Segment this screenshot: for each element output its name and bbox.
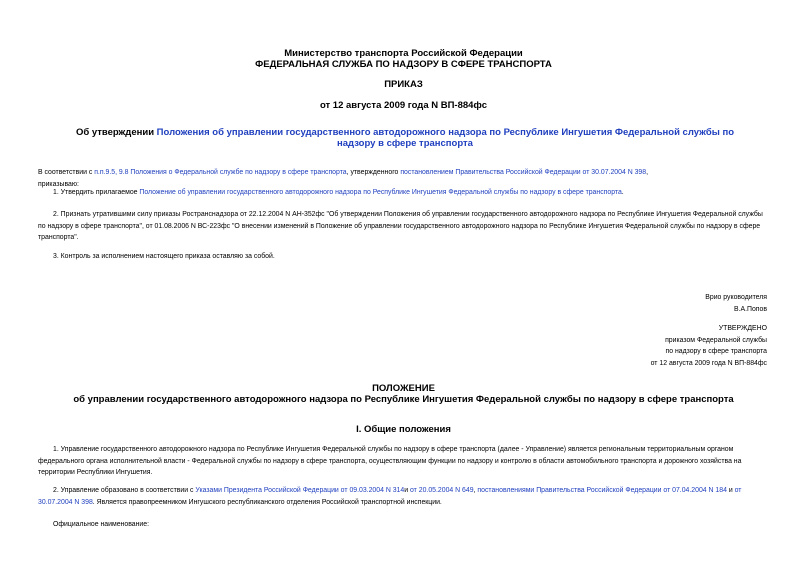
preamble-text: , утвержденного [346, 169, 401, 176]
service-name: ФЕДЕРАЛЬНАЯ СЛУЖБА ПО НАДЗОРУ В СФЕРЕ ТРАНСПОРТА [255, 59, 552, 70]
preamble-text: В соответствии с [38, 169, 95, 176]
para2-link-decree-649[interactable]: от 20.05.2004 N 649 [410, 487, 474, 494]
para2-link-resolution-398[interactable]: от 30.07.2004 N 398 [38, 487, 742, 506]
regulation-paragraph-1: 1. Управление государственного автодорожного надзора по Республике Ингушетия Федеральной службы по надзору в сфере транспорта (далее - Управление) является региональным территориальным органом федерального органа исполнительной власти - Федеральной службы по надзору в сфере транспорта, осуществляющим функции по надзору и контролю в области автомобильного транспорта и дорожного хозяйства на территории Республики Ингушетия. [38, 446, 742, 477]
preamble-link-resolution[interactable]: постановлением Правительства Российской Федерации от 30.07.2004 N 398 [400, 169, 647, 176]
para-text: и [726, 487, 735, 494]
order-item-2: 2. Признать утратившими силу приказы Ространснадзора от 22.12.2004 N АН-352фс "Об утверждении Положения об управлении государственного автодорожного надзора по Республике Ингушетия Федеральной службы по надзору в сфере транспорта", от 01.08.2006 N ВС-223фс "О внесении изменений в Положение об управлении государственного автодорожного надзора по Республике Ингушетия Федеральной службы по надзору в сфере транспорта". [38, 211, 763, 242]
preamble-text: , [646, 169, 649, 176]
regulation-subtitle: об управлении государственного автодорожного надзора по Республике Ингушетия Федеральной службы по надзору в сфере транспорта [73, 394, 734, 405]
para-text: , [473, 487, 478, 494]
para2-link-resolution-184[interactable]: постановлениями Правительства Российской Федерации от 07.04.2004 N 184 [477, 487, 727, 494]
regulation-paragraph-2 [38, 485, 771, 508]
item-text: 1. Утвердить прилагаемое [53, 189, 140, 196]
item-text: . [621, 189, 624, 196]
regulation-title: ПОЛОЖЕНИЕ [372, 383, 435, 394]
order-item-3: 3. Контроль за исполнением настоящего приказа оставляю за собой. [53, 253, 275, 260]
regulation-paragraph-3: Официальное наименование: [53, 521, 150, 528]
approval-line-3: по надзору в сфере транспорта [665, 348, 767, 355]
para-text: и [404, 487, 410, 494]
section-heading: I. Общие положения [356, 424, 451, 435]
approval-line-1: УТВЕРЖДЕНО [718, 325, 767, 332]
order-item-1 [38, 187, 771, 199]
document-title [60, 127, 750, 149]
item1-link[interactable]: Положение об управлении государственного автодорожного надзора по Республике Ингушетия Федеральной службы по надзору в сфере транспорта [139, 189, 622, 196]
document-type: ПРИКАЗ [384, 79, 423, 90]
approval-line-4: от 12 августа 2009 года N ВП-884фс [650, 360, 767, 367]
para-text: 2. Управление образовано в соответствии с [53, 487, 196, 494]
approval-line-2: приказом Федеральной службы [665, 337, 767, 344]
para-text: . Является правопреемником Ингушского республиканского отделения Российской транспортной инспекции. [92, 498, 442, 506]
para2-link-decree-314[interactable]: Указами Президента Российской Федерации от 09.03.2004 N 314 [195, 487, 405, 494]
title-link[interactable]: Положения об управлении государственного автодорожного надзора по Республике Ингушетия Федеральной службы по надзору в сфере транспорта [156, 127, 735, 149]
title-prefix: Об утверждении [75, 127, 157, 138]
document-date-number: от 12 августа 2009 года N ВП-884фс [319, 100, 488, 111]
order-word: приказываю: [38, 180, 79, 188]
signature-position: Врио руководителя [705, 294, 767, 301]
signature-name: В.А.Попов [733, 306, 767, 313]
ministry-name: Министерство транспорта Российской Федерации [284, 48, 523, 59]
preamble-link-regulation[interactable]: п.п.9.5, 9.8 Положения о Федеральной службе по надзору в сфере транспорта [94, 169, 347, 176]
